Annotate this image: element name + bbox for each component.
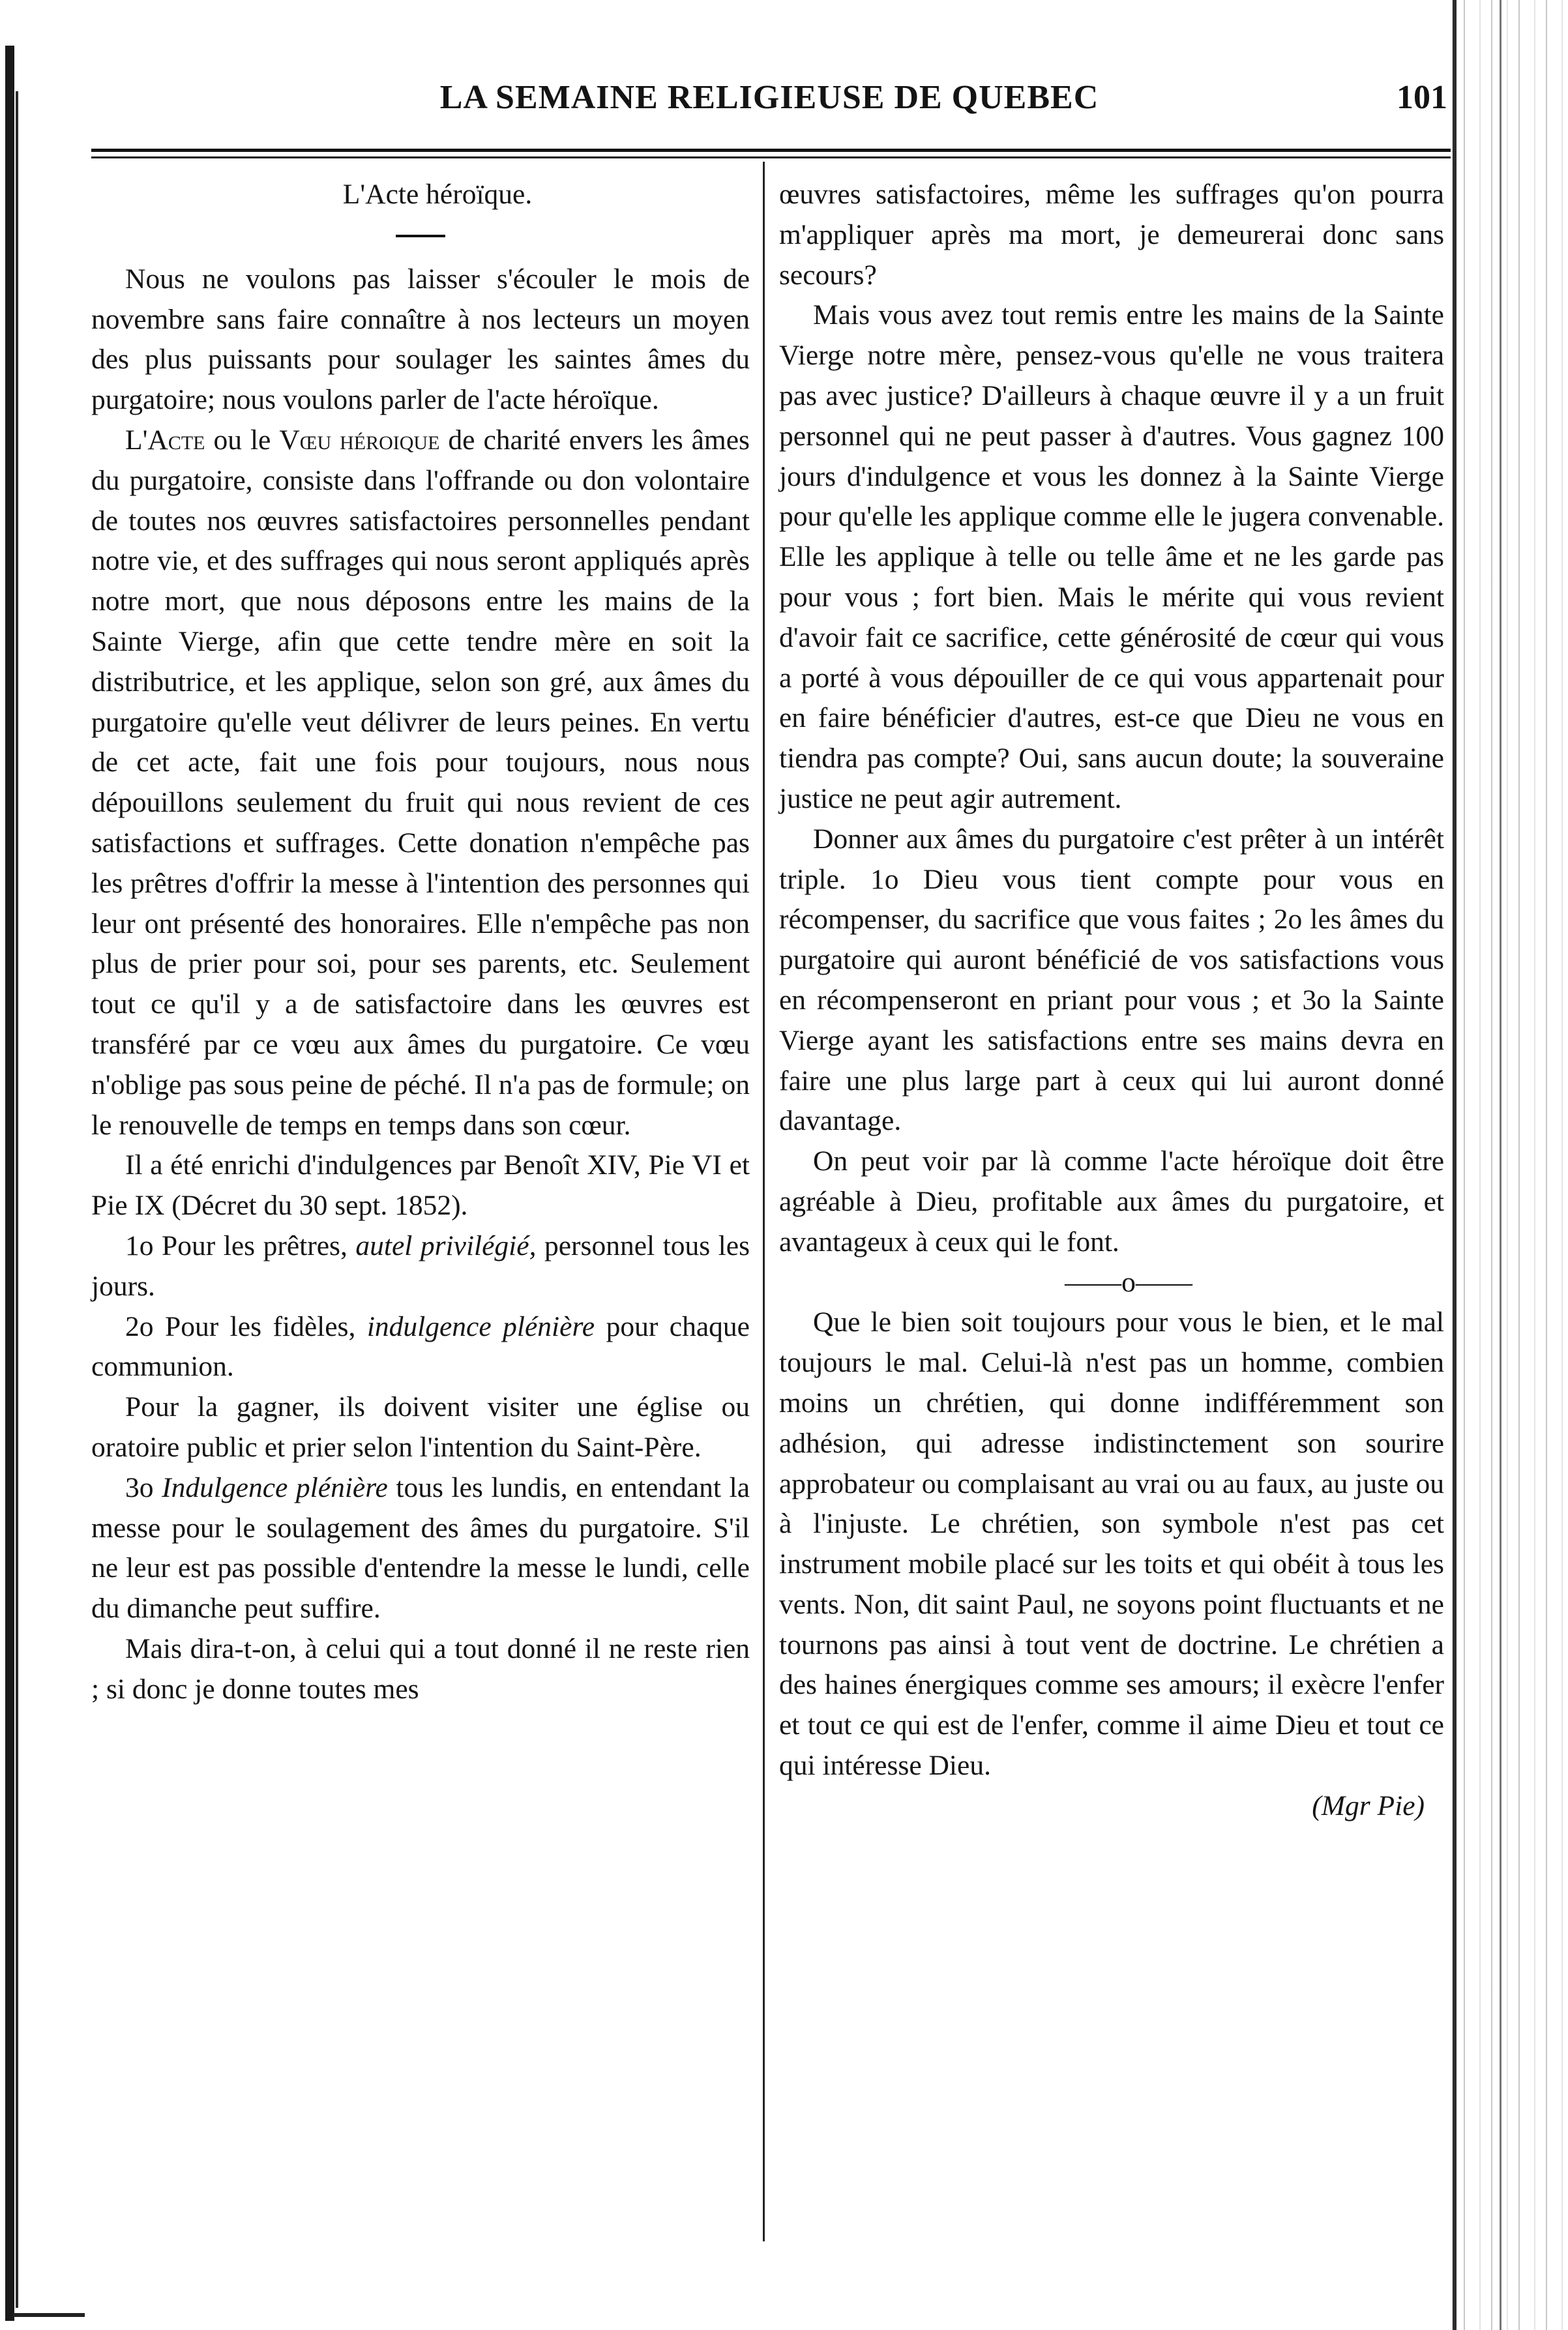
right-column xyxy=(779,175,1444,1827)
page-binding-shadow xyxy=(16,91,18,2308)
header-rule-thin xyxy=(91,156,1451,158)
scan-edge-line xyxy=(1453,0,1457,2330)
paragraph-conclusion: On peut voir par là comme l'acte héroïque doit être agréable à Dieu, profitable aux âmes du purgatoire, et avantageux à ceux qui le font. xyxy=(779,1145,1444,1258)
paragraph-item-3 xyxy=(91,1468,750,1629)
paragraph-item-2 xyxy=(91,1307,750,1388)
quote-signature xyxy=(779,1786,1444,1827)
header-rule-thick xyxy=(91,149,1451,152)
paragraph-objection: Mais dira-t-on, à celui qui a tout donné il ne reste rien ; si donc je donne toutes mes xyxy=(91,1632,750,1705)
title-dash xyxy=(396,235,445,237)
paragraph-definition xyxy=(91,420,750,1145)
paragraph-quote: Que le bien soit toujours pour vous le bien, et le mal toujours le mal. Celui-là n'est pas un homme, combien moins un chrétien, qui donne indifféremment son adhésion, qui adresse indistinctement son sourire approbateur ou complaisant au vrai ou au faux, au juste ou à l'injuste. Le chrétien, son symbole n'est pas cet instrument mobile placé sur les toits et qui obéit à tous les vents. Non, dit saint Paul, ne soyons point fluctuants et ne tournons pas ainsi à tout vent de doctrine. Le chrétien a des haines énergiques comme ses amours; il exècre l'enfer et tout ce qui est de l'enfer, comme il aime Dieu et tout ce qui intéresse Dieu. xyxy=(779,1306,1444,1782)
text-run: ou le xyxy=(205,424,280,456)
paragraph-objection-cont: œuvres satisfactoires, même les suffrages qu'on pourra m'appliquer après ma mort, je demeurerai donc sans secours? xyxy=(779,179,1444,291)
left-column xyxy=(91,175,750,1709)
paragraph-triple-interest: Donner aux âmes du purgatoire c'est prêter à un intérêt triple. 1o Dieu vous tient compte pour vous en récompenser, du sacrifice que vous faites ; 2o les âmes du purgatoire qui auront bénéficié de vos satisfactions vous en récompenseront en priant pour vous ; et 3o la Sainte Vierge ayant les satisfactions entre ses mains devra en faire une plus large part à ceux qui lui auront donné davantage. xyxy=(779,823,1444,1137)
text-run: tous les lundis, en entendant la messe pour le soulagement des âmes du purgatoire. S'il ne leur est pas possible d'entendre la messe le lundi, celle du dimanche peut suffire. xyxy=(91,1471,750,1625)
page-corner-mark xyxy=(13,2313,85,2317)
scan-edge-line-outer xyxy=(1500,0,1501,2330)
small-caps-voeu: Vœu héroique xyxy=(279,424,440,456)
text-run: 3o xyxy=(125,1471,162,1503)
paragraph-indulgences: Il a été enrichi d'indulgences par Benoît XIV, Pie VI et Pie IX (Décret du 30 sept. 1852). xyxy=(91,1149,750,1222)
section-separator: ——o—— xyxy=(1065,1266,1192,1298)
article-title: L'Acte héroïque. xyxy=(342,179,533,210)
paragraph-item-1 xyxy=(91,1226,750,1307)
italic-term: Indulgence plénière xyxy=(162,1471,388,1503)
small-caps-acte: L'Acte xyxy=(125,424,205,456)
text-run: personnel tous les jours. xyxy=(91,1230,750,1302)
text-run: 1o Pour les prêtres, xyxy=(125,1230,356,1261)
page-header xyxy=(91,78,1447,130)
text-run: pour chaque communion. xyxy=(91,1310,750,1383)
signature-text: (Mgr Pie) xyxy=(1312,1790,1425,1821)
text-run: 2o Pour les fidèles, xyxy=(125,1310,367,1342)
page-number: 101 xyxy=(1397,79,1447,116)
scan-edge-noise xyxy=(1438,0,1568,2330)
italic-term: autel privilégié, xyxy=(355,1230,537,1261)
page-binding-edge xyxy=(5,46,14,2321)
italic-term: indulgence plénière xyxy=(366,1310,595,1342)
paragraph-answer: Mais vous avez tout remis entre les mains de la Sainte Vierge notre mère, pensez-vous qu'elle ne vous traitera pas avec justice? D'ailleurs à chaque œuvre il y a un fruit personnel qui ne peut passer à d'autres. Vous gagnez 100 jours d'indulgence et vous les donnez à la Sainte Vierge pour qu'elle les applique comme elle le jugera convenable. Elle les applique à telle ou telle âme et ne les garde pas pour vous ; fort bien. Mais le mérite qui vous revient d'avoir fait ce sacrifice, cette générosité de cœur qui vous a porté à vous dépouiller de ce qui vous appartenait pour en faire bénéficier d'autres, est-ce que Dieu ne vous en tiendra pas compte? Oui, sans aucun doute; la souveraine justice ne peut agir autrement. xyxy=(779,299,1444,814)
running-title: LA SEMAINE RELIGIEUSE DE QUEBEC xyxy=(439,79,1099,116)
text-run: de charité envers les âmes du purgatoire, consiste dans l'offrande ou don volontaire de toutes nos œuvres satisfactoires personnelles pendant notre vie, et des suffrages qui nous seront appliqués après notre mort, que nous déposons entre les mains de la Sainte Vierge, afin que cette tendre mère en soit la distributrice, et les applique, selon son gré, aux âmes du purgatoire qu'elle veut délivrer de leurs peines. En vertu de cet acte, fait une fois pour toujours, nous nous dépouillons seulement du fruit qui nous revient de ces satisfactions et suffrages. Cette donation n'empêche pas les prêtres d'offrir la messe à l'intention des personnes qui leur ont présenté des honoraires. Elle n'empêche pas non plus de prier pour soi, pour ses parents, etc. Seulement tout ce qu'il y a de satisfactoire dans les œuvres est transféré par ce vœu aux âmes du purgatoire. Ce vœu n'oblige pas sous peine de péché. Il n'a pas de formule; on le renouvelle de temps en temps dans son cœur. xyxy=(91,424,750,1141)
column-divider xyxy=(763,162,765,2241)
paragraph-intro: Nous ne voulons pas laisser s'écouler le mois de novembre sans faire connaître à nos lecteurs un moyen des plus puissants pour soulager les saintes âmes du purgatoire; nous voulons parler de l'acte héroïque. xyxy=(91,263,750,416)
paragraph-conditions: Pour la gagner, ils doivent visiter une église ou oratoire public et prier selon l'intention du Saint-Père. xyxy=(91,1391,750,1463)
